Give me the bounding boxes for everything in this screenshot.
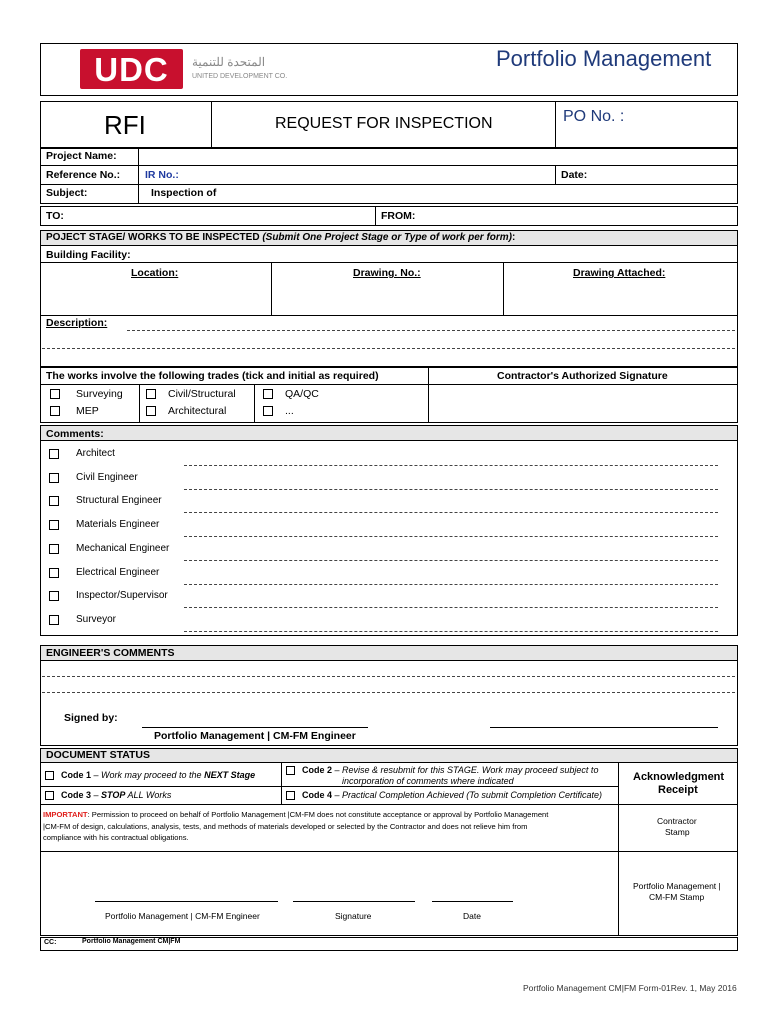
trade-label: QA/QC <box>285 388 319 400</box>
from-field[interactable] <box>420 207 737 225</box>
logo-arabic: المتحدة للتنمية <box>192 55 266 69</box>
code2-text: Code 2 – Revise & resubmit for this STAGE. Work may proceed subject to <box>302 765 599 775</box>
location-label: Location: <box>131 267 179 279</box>
comment-role-label: Surveyor <box>76 613 117 625</box>
form-code: RFI <box>104 110 146 140</box>
comment-role-label: Electrical Engineer <box>76 566 160 578</box>
contractor-stamp-2: Stamp <box>665 827 690 837</box>
trade-checkbox-surveying[interactable] <box>50 389 60 399</box>
comment-role-label: Inspector/Supervisor <box>76 590 168 602</box>
trades-heading: The works involve the following trades (tick and initial as required) <box>46 370 379 382</box>
code2-checkbox[interactable] <box>286 766 295 775</box>
comment-line[interactable] <box>184 536 718 537</box>
comments-box <box>40 425 738 636</box>
footer-text: Portfolio Management CM|FM Form-01Rev. 1, May 2016 <box>523 983 737 993</box>
comment-role-label: Materials Engineer <box>76 519 160 531</box>
date-label: Date: <box>561 169 588 181</box>
signature-label: Signature <box>335 911 372 921</box>
subject-value[interactable]: Inspection of <box>151 187 217 199</box>
ack-line-1: Acknowledgment <box>633 771 725 783</box>
comment-checkbox[interactable] <box>49 520 59 530</box>
description-line[interactable] <box>127 330 735 331</box>
to-field[interactable] <box>70 207 374 225</box>
trade-checkbox-mep[interactable] <box>50 406 60 416</box>
comment-line[interactable] <box>184 560 718 561</box>
contractor-stamp-1: Contractor <box>657 816 697 826</box>
cc-value: Portfolio Management CM|FM <box>82 938 181 945</box>
comment-role-label: Civil Engineer <box>76 471 138 483</box>
comment-checkbox[interactable] <box>49 568 59 578</box>
comment-line[interactable] <box>184 607 718 608</box>
pm-engineer-label: Portfolio Management | CM-FM Engineer <box>105 911 260 921</box>
pm-stamp-1: Portfolio Management | <box>633 881 721 891</box>
signed-by-label: Signed by: <box>64 712 118 724</box>
trade-label: MEP <box>76 405 99 417</box>
comment-role-label: Mechanical Engineer <box>76 542 170 554</box>
date-line[interactable] <box>432 901 513 902</box>
comment-checkbox[interactable] <box>49 496 59 506</box>
stage-heading: POJECT STAGE/ WORKS TO BE INSPECTED (Submit One Project Stage or Type of work per form): <box>46 232 516 243</box>
signature-line[interactable] <box>293 901 415 902</box>
engineer-heading: ENGINEER'S COMMENTS <box>46 647 175 659</box>
date-label-bottom: Date <box>463 911 481 921</box>
code2-text-line2: incorporation of comments where indicated <box>342 776 514 786</box>
comment-role-label: Architect <box>76 448 115 459</box>
comment-line[interactable] <box>184 465 718 466</box>
drawing-no-label: Drawing. No.: <box>353 267 421 279</box>
comment-checkbox[interactable] <box>49 591 59 601</box>
trade-label: ... <box>285 405 294 417</box>
code1-text: Code 1 – Work may proceed to the NEXT Stage <box>61 770 256 780</box>
subject-label: Subject: <box>46 187 88 199</box>
comment-checkbox[interactable] <box>49 449 59 459</box>
page-title: Portfolio Management <box>496 46 712 71</box>
code3-text: Code 3 – STOP ALL Works <box>61 790 172 800</box>
drawing-attached-label: Drawing Attached: <box>573 267 666 279</box>
code1-checkbox[interactable] <box>45 771 54 780</box>
code4-text: Code 4 – Practical Completion Achieved (To submit Completion Certificate) <box>302 790 602 800</box>
udc-logo <box>80 49 183 89</box>
trade-checkbox-qa-qc[interactable] <box>263 389 273 399</box>
date-field[interactable] <box>592 166 737 184</box>
comment-role-label: Structural Engineer <box>76 495 162 507</box>
engineer-comment-line[interactable] <box>42 676 735 677</box>
building-facility-label: Building Facility: <box>46 249 131 261</box>
form-heading: REQUEST FOR INSPECTION <box>275 115 493 132</box>
trade-label: Architectural <box>168 405 227 417</box>
comment-line[interactable] <box>184 631 718 632</box>
stage-box <box>40 230 738 367</box>
ack-line-2: Receipt <box>658 784 698 796</box>
engineer-role: Portfolio Management | CM-FM Engineer <box>154 730 356 742</box>
cc-label: CC: <box>44 939 57 946</box>
trade-label: Civil/Structural <box>168 388 236 400</box>
pm-engineer-line[interactable] <box>95 901 278 902</box>
comments-heading: Comments: <box>46 428 104 440</box>
ir-label: IR No.: <box>145 169 179 181</box>
trade-label: Surveying <box>76 388 123 400</box>
comment-checkbox[interactable] <box>49 544 59 554</box>
engineer-signature-line[interactable] <box>142 727 368 728</box>
trade-checkbox-other[interactable] <box>263 406 273 416</box>
project-name-label: Project Name: <box>46 150 117 162</box>
status-heading: DOCUMENT STATUS <box>46 749 151 761</box>
comment-line[interactable] <box>184 584 718 585</box>
logo-company: UNITED DEVELOPMENT CO. <box>192 73 288 80</box>
code3-checkbox[interactable] <box>45 791 54 800</box>
engineer-comment-line[interactable] <box>42 692 735 693</box>
engineer-second-line[interactable] <box>490 727 718 728</box>
pm-stamp-2: CM-FM Stamp <box>649 892 705 902</box>
important-label: IMPORTANT <box>43 810 88 819</box>
reference-label: Reference No.: <box>46 169 121 181</box>
po-label: PO No. : <box>563 108 625 125</box>
comment-checkbox[interactable] <box>49 473 59 483</box>
logo-text: UDC <box>94 51 169 88</box>
comments-heading-bar <box>41 426 737 441</box>
comment-line[interactable] <box>184 489 718 490</box>
trade-checkbox-civil-structural[interactable] <box>146 389 156 399</box>
comment-line[interactable] <box>184 512 718 513</box>
description-label: Description: <box>46 317 108 329</box>
comment-checkbox[interactable] <box>49 615 59 625</box>
trade-checkbox-architectural[interactable] <box>146 406 156 416</box>
ir-no-field[interactable] <box>200 166 554 184</box>
description-line[interactable] <box>42 348 735 349</box>
contractor-signature-heading: Contractor's Authorized Signature <box>497 370 668 382</box>
from-label: FROM: <box>381 210 416 222</box>
important-notice: IMPORTANT: Permission to proceed on behalf of Portfolio Management |CM-FM does not constitute acceptance or approval by Portfolio Management |CM-FM of design, calculations, analysis, tests, and methods of materials developed or selected by the Contractor and does not relieve him from compliance with his contractual obligations. <box>43 810 549 842</box>
code4-checkbox[interactable] <box>286 791 295 800</box>
project-name-field[interactable] <box>139 149 737 165</box>
to-label: TO: <box>46 210 64 222</box>
contractor-signature-field[interactable] <box>429 385 737 422</box>
